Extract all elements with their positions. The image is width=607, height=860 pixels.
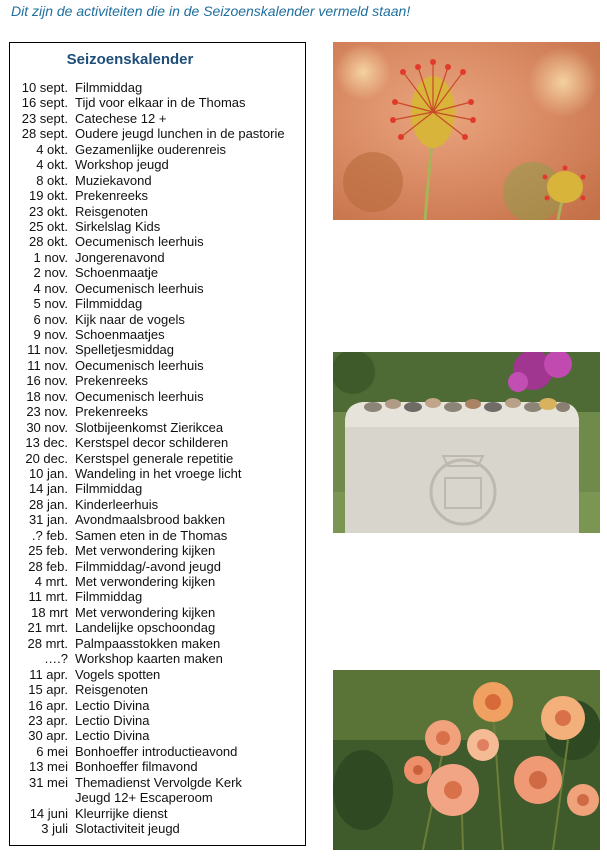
- calendar-row: [10, 512, 305, 527]
- calendar-row-date: 23 nov.: [26, 404, 68, 420]
- calendar-row: [10, 605, 305, 620]
- calendar-row-activity: Kerstspel generale repetitie: [75, 450, 234, 466]
- calendar-row-date: 13 dec.: [25, 435, 68, 451]
- calendar-row-date: 4 okt.: [36, 141, 68, 157]
- calendar-row-date: 10 jan.: [28, 465, 68, 481]
- calendar-row: [10, 806, 305, 821]
- calendar-row-date: 11 nov.: [27, 357, 68, 373]
- calendar-row-activity: Spelletjesmiddag: [75, 342, 175, 358]
- calendar-row-activity: Met verwondering kijken: [75, 543, 216, 559]
- calendar-row-date: 4 nov.: [33, 280, 68, 296]
- calendar-row-activity: Workshop kaarten maken: [75, 651, 223, 667]
- calendar-row-date: 18 mrt: [31, 604, 68, 620]
- intro-text: Dit zijn de activiteiten die in de Seizoenskalender vermeld staan!: [11, 3, 411, 19]
- calendar-row-date: 14 jan.: [28, 481, 68, 497]
- calendar-row-activity: Reisgenoten: [75, 203, 148, 219]
- calendar-row: [10, 451, 305, 466]
- calendar-row-activity: Themadienst Vervolgde Kerk: [75, 774, 242, 790]
- calendar-row-activity: Kerstspel decor schilderen: [75, 435, 229, 451]
- calendar-row-date: 28 okt.: [28, 234, 68, 250]
- war-grave-headstone-photo: [333, 352, 600, 533]
- calendar-row-date: 28 jan.: [28, 496, 68, 512]
- calendar-row-activity: Lectio Divina: [75, 712, 150, 728]
- calendar-row-activity: Palmpaasstokken maken: [75, 635, 221, 651]
- sundew-plant-photo: [333, 42, 600, 220]
- calendar-row-activity: Prekenreeks: [75, 188, 148, 204]
- calendar-row: [10, 744, 305, 759]
- calendar-row-date: 2 nov.: [33, 265, 68, 281]
- calendar-row: [10, 204, 305, 219]
- calendar-row: [10, 373, 305, 388]
- calendar-row-activity: Samen eten in de Thomas: [75, 527, 228, 543]
- calendar-row: [10, 620, 305, 635]
- calendar-row-date: 8 okt.: [36, 172, 68, 188]
- calendar-row: [10, 466, 305, 481]
- calendar-row: [10, 682, 305, 697]
- calendar-row-activity: Met verwondering kijken: [75, 574, 216, 589]
- calendar-row-activity: Bonhoeffer filmavond: [75, 759, 198, 775]
- calendar-row: [10, 234, 305, 249]
- calendar-row: [10, 111, 305, 126]
- calendar-row: [10, 142, 305, 157]
- calendar-row: [10, 404, 305, 419]
- calendar-row-activity: Sirkelslag Kids: [75, 218, 161, 234]
- calendar-row-date: 16 nov.: [26, 373, 68, 389]
- calendar-row: [10, 528, 305, 543]
- calendar-row-date: 30 apr.: [28, 728, 68, 744]
- calendar-row-activity: Reisgenoten: [75, 682, 148, 698]
- calendar-row-activity: Filmmiddag: [75, 589, 143, 605]
- calendar-row: [10, 420, 305, 435]
- calendar-row-activity: Oecumenisch leerhuis: [75, 280, 204, 296]
- calendar-row: [10, 775, 305, 790]
- calendar-row: [10, 157, 305, 172]
- calendar-row-activity: Filmmiddag: [75, 481, 143, 497]
- calendar-row-activity: Tijd voor elkaar in de Thomas: [75, 95, 246, 111]
- calendar-row-date: 23 okt.: [28, 203, 68, 219]
- calendar-row-activity: Workshop jeugd: [75, 157, 169, 173]
- calendar-row-date: 11 mrt.: [28, 589, 68, 605]
- calendar-row-date: 11 apr.: [29, 666, 68, 682]
- calendar-row: [10, 497, 305, 512]
- calendar-row-date: 30 nov.: [26, 419, 68, 435]
- calendar-row-date: 13 mei: [28, 759, 68, 775]
- calendar-row-date: 31 jan.: [28, 512, 68, 528]
- calendar-row: [10, 80, 305, 95]
- calendar-row: [10, 698, 305, 713]
- calendar-row: [10, 265, 305, 280]
- calendar-row-activity: Kinderleerhuis: [75, 496, 159, 512]
- calendar-row: [10, 559, 305, 574]
- calendar-row-date: 4 okt.: [36, 157, 68, 173]
- calendar-row-activity: Prekenreeks: [75, 404, 148, 420]
- calendar-row: [10, 667, 305, 682]
- calendar-row-activity: Gezamenlijke ouderenreis: [75, 141, 227, 157]
- calendar-row-activity: Jeugd 12+ Escaperoom: [75, 790, 213, 806]
- calendar-row-date: 3 juli: [41, 821, 68, 836]
- calendar-row-date: 19 okt.: [28, 188, 68, 204]
- calendar-row: [10, 574, 305, 589]
- calendar-row-date: 25 feb.: [28, 543, 68, 559]
- calendar-row-date: 25 okt.: [28, 218, 68, 234]
- season-calendar: [9, 42, 306, 846]
- calendar-row: [10, 219, 305, 234]
- calendar-row: [10, 728, 305, 743]
- calendar-row-date: 5 nov.: [33, 296, 68, 312]
- calendar-row-date: 31 mei: [28, 774, 68, 790]
- calendar-row-date: 20 dec.: [25, 450, 68, 466]
- calendar-row-date: 6 mei: [36, 743, 68, 759]
- calendar-row-activity: Met verwondering kijken: [75, 604, 216, 620]
- calendar-row: [10, 126, 305, 141]
- calendar-row-activity: Schoenmaatje: [75, 265, 159, 281]
- calendar-row-activity: Oecumenisch leerhuis: [75, 234, 204, 250]
- calendar-row-activity: Catechese 12 +: [75, 110, 167, 126]
- calendar-row-date: 1 nov.: [33, 249, 68, 265]
- calendar-row-date: 11 nov.: [27, 342, 68, 358]
- calendar-row-date: .? feb.: [31, 527, 68, 543]
- calendar-row-activity: Oudere jeugd lunchen in de pastorie: [75, 126, 285, 142]
- calendar-row-date: 10 sept.: [21, 80, 68, 95]
- calendar-row: [10, 636, 305, 651]
- calendar-row: [10, 250, 305, 265]
- calendar-row-date: 23 sept.: [21, 110, 68, 126]
- calendar-row-activity: Filmmiddag/-avond jeugd: [75, 558, 221, 574]
- calendar-row-activity: Jongerenavond: [75, 249, 165, 265]
- calendar-row-date: 21 mrt.: [27, 620, 68, 636]
- calendar-row-activity: Avondmaalsbrood bakken: [75, 512, 226, 528]
- calendar-row-date: 14 juni: [29, 805, 68, 821]
- calendar-row-date: 28 sept.: [21, 126, 68, 142]
- calendar-row: [10, 342, 305, 357]
- calendar-row-activity: Oecumenisch leerhuis: [75, 357, 204, 373]
- calendar-row-activity: Slotactiviteit jeugd: [75, 821, 180, 836]
- calendar-row: [10, 713, 305, 728]
- calendar-row-date: 4 mrt.: [34, 574, 68, 589]
- calendar-row-activity: Filmmiddag: [75, 296, 143, 312]
- calendar-row-activity: Wandeling in het vroege licht: [75, 465, 242, 481]
- calendar-row-date: 28 mrt.: [27, 635, 68, 651]
- calendar-row-date: 18 nov.: [26, 388, 68, 404]
- calendar-row-activity: Bonhoeffer introductieavond: [75, 743, 238, 759]
- calendar-row-date: 15 apr.: [28, 682, 68, 698]
- calendar-row-date: 16 sept.: [21, 95, 68, 111]
- calendar-row: [10, 188, 305, 203]
- calendar-row: [10, 759, 305, 774]
- calendar-row-date: 28 feb.: [28, 558, 68, 574]
- calendar-row-activity: Landelijke opschoondag: [75, 620, 216, 636]
- calendar-row-activity: Slotbijeenkomst Zierikcea: [75, 419, 224, 435]
- calendar-row-activity: Lectio Divina: [75, 697, 150, 713]
- calendar-row-date: ….?: [44, 651, 68, 667]
- calendar-rows: [10, 80, 305, 836]
- calendar-row: [10, 790, 305, 805]
- calendar-row-activity: Prekenreeks: [75, 373, 148, 389]
- calendar-row: [10, 543, 305, 558]
- calendar-row-date: 16 apr.: [28, 697, 68, 713]
- calendar-row: [10, 95, 305, 110]
- calendar-row: [10, 821, 305, 836]
- calendar-row: [10, 589, 305, 604]
- calendar-row-date: 6 nov.: [33, 311, 68, 327]
- calendar-title: Seizoenskalender: [66, 51, 194, 68]
- calendar-row: [10, 358, 305, 373]
- calendar-row-activity: Filmmiddag: [75, 80, 143, 95]
- calendar-row-activity: Kijk naar de vogels: [75, 311, 185, 327]
- calendar-row-activity: Schoenmaatjes: [75, 327, 165, 342]
- dahlia-flowers-photo: [333, 670, 600, 850]
- calendar-row: [10, 435, 305, 450]
- calendar-row-date: 9 nov.: [33, 327, 68, 342]
- calendar-row-activity: Lectio Divina: [75, 728, 150, 744]
- calendar-row-activity: Oecumenisch leerhuis: [75, 388, 204, 404]
- calendar-row: [10, 296, 305, 311]
- calendar-row-activity: Muziekavond: [75, 172, 152, 188]
- calendar-row-activity: Kleurrijke dienst: [75, 805, 168, 821]
- calendar-row: [10, 651, 305, 666]
- calendar-row: [10, 327, 305, 342]
- calendar-row: [10, 281, 305, 296]
- calendar-row-date: 23 apr.: [28, 712, 68, 728]
- calendar-row: [10, 173, 305, 188]
- calendar-row-activity: Vogels spotten: [75, 666, 161, 682]
- calendar-row: [10, 389, 305, 404]
- calendar-row: [10, 481, 305, 496]
- calendar-row: [10, 312, 305, 327]
